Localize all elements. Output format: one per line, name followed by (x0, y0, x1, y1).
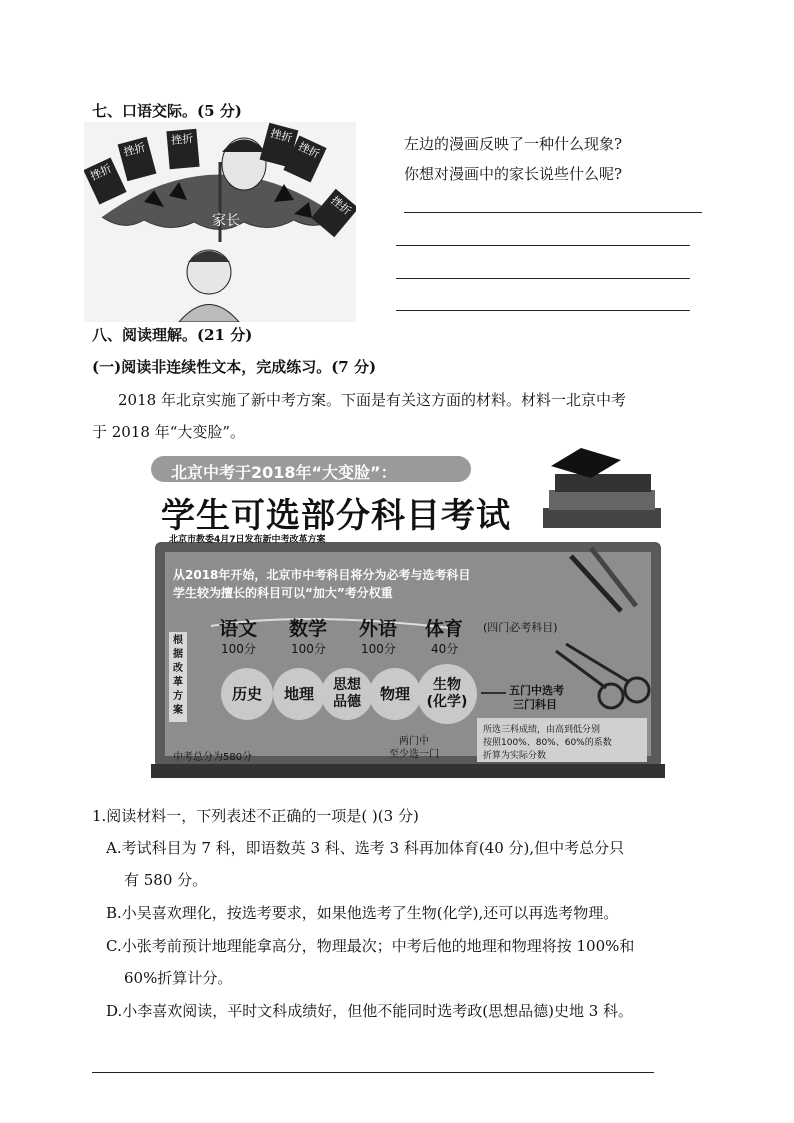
intro-line: 于 2018 年“大变脸”。 (92, 423, 246, 441)
score-chinese: 100分 (221, 642, 256, 656)
comic-sign: 挫折 (283, 135, 326, 182)
infographic-banner: 北京中考于2018年“大变脸”： (171, 463, 397, 482)
elective-moral: 思想品德 (321, 668, 373, 720)
subject-math: 数学 (289, 618, 328, 640)
elective-note: 五门中选考 (509, 684, 564, 697)
required-subjects (203, 614, 503, 660)
intro-line: 2018 年北京实施了新中考方案。下面是有关这方面的材料。材料一北京中考 (118, 391, 626, 409)
part1-heading: (一)阅读非连续性文本，完成练习。(7 分) (92, 358, 377, 376)
comic-sign: 挫折 (311, 189, 356, 237)
comic-sign: 挫折 (84, 157, 127, 204)
answer-line[interactable] (396, 245, 690, 246)
infographic-desc: 从2018年开始，北京市中考科目将分为必考与选考科目 (173, 568, 471, 582)
subject-foreign-language: 外语 (359, 618, 398, 640)
side-label: 根 据 改 革 方 案 (173, 635, 183, 716)
section8-heading: 八、阅读理解。(21 分) (92, 326, 253, 344)
comic-image (84, 122, 356, 322)
elective-history: 历史 (221, 668, 273, 720)
elective-physics: 物理 (369, 668, 421, 720)
answer-line[interactable] (404, 212, 702, 213)
option-b: B.小吴喜欢理化，按选考要求，如果他选考了生物(化学),还可以再选考物理。 (106, 904, 619, 922)
infographic-title: 学生可选部分科目考试 (161, 496, 511, 536)
total-score: 中考总分为580分 (173, 752, 253, 763)
score-math: 100分 (291, 642, 326, 656)
oral-question-2: 你想对漫画中的家长说些什么呢? (404, 165, 623, 183)
footer-rule (92, 1072, 654, 1073)
infographic-desc: 学生较为擅长的科目可以“加大”考分权重 (173, 586, 393, 600)
answer-line[interactable] (396, 310, 690, 311)
option-a: A.考试科目为 7 科，即语数英 3 科、选考 3 科再加体育(40 分),但中考总分只 (106, 839, 625, 857)
elective-biology: 生物(化学) (417, 664, 477, 724)
two-choose-note: 至少选一门 (389, 749, 439, 760)
option-a-cont: 有 580 分。 (124, 871, 208, 889)
elective-note: 三门科目 (513, 698, 557, 711)
score-foreign-language: 100分 (361, 642, 396, 656)
umbrella-label: 家长 (212, 213, 240, 229)
score-pe: 40分 (431, 642, 459, 656)
option-c-cont: 60%折算计分。 (124, 969, 233, 987)
elective-geography: 地理 (273, 668, 325, 720)
question-stem: 1.阅读材料一，下列表述不正确的一项是( )(3 分) (92, 807, 419, 825)
infographic (151, 446, 665, 782)
answer-line[interactable] (396, 278, 690, 279)
oral-question-1: 左边的漫画反映了一种什么现象? (404, 135, 623, 153)
infographic-source: 北京市教委4月7日发布新中考改革方案 (169, 535, 326, 545)
two-choose-note: 两门中 (399, 736, 429, 747)
required-note: (四门必考科目) (483, 621, 558, 634)
weight-note: 所选三科成绩，由高到低分别 (483, 725, 601, 735)
comic-sign: 挫折 (260, 123, 299, 167)
subject-chinese: 语文 (219, 618, 258, 640)
subject-pe: 体育 (425, 618, 464, 640)
option-d: D.小李喜欢阅读，平时文科成绩好，但他不能同时选考政(思想品德)史地 3 科。 (106, 1002, 634, 1020)
section7-heading: 七、口语交际。(5 分) (92, 102, 242, 120)
weight-note: 折算为实际分数 (483, 751, 547, 761)
option-c: C.小张考前预计地理能拿高分，物理最次；中考后他的地理和物理将按 100%和 (106, 937, 635, 955)
comic-sign: 挫折 (166, 129, 199, 169)
comic-sign: 挫折 (118, 137, 157, 181)
weight-note: 按照100%、80%、60%的系数 (483, 738, 612, 748)
